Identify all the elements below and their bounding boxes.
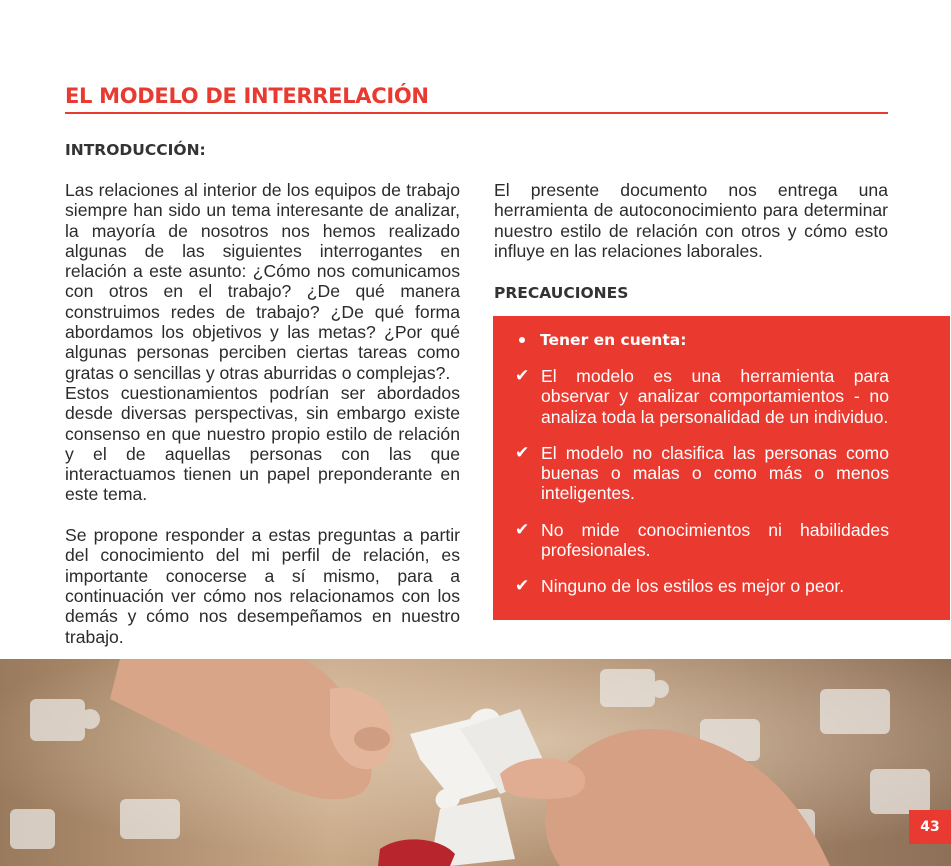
intro-paragraph-2: Estos cuestionamientos podrían ser abordados desde diversas perspectivas, sin embargo existe consenso en que nuestro propio estilo de relación y el de aquellas personas con las que interactuamos tienen un papel preponderante en este tema. <box>65 382 460 505</box>
precaution-text: El modelo es una herramienta para observar y analizar comportamientos - no analiza toda la personalidad de un individuo. <box>541 366 889 427</box>
checkmark-icon: ✔ <box>515 519 530 539</box>
bullet-dot-icon <box>519 337 525 343</box>
precaution-item <box>515 520 889 561</box>
precautions-bullet-label: Tener en cuenta: <box>540 331 687 349</box>
intro-paragraph-1: Las relaciones al interior de los equipos de trabajo siempre han sido un tema interesante de analizar, la mayoría de nosotros nos hemos realizado algunas de las siguientes interrogantes en relación a este asunto: ¿Cómo nos comunicamos con otros en el trabajo? ¿De qué manera construimos redes de trabajo? ¿De qué forma abordamos los objetivos y las metas? ¿Por qué algunas personas perciben ciertas tareas como gratas o sencillas y otras aburridas o complejas?. <box>65 180 460 383</box>
precaution-text: No mide conocimientos ni habilidades profesionales. <box>541 519 889 561</box>
precaution-text: El modelo no clasifica las personas como buenas o malas o como más o menos inteligentes. <box>541 442 889 504</box>
precaution-text: Ninguno de los estilos es mejor o peor. <box>541 576 845 597</box>
precautions-list <box>515 366 889 613</box>
title-underline <box>65 112 888 114</box>
precaution-item <box>515 366 889 427</box>
checkmark-icon: ✔ <box>515 366 530 385</box>
precautions-box <box>493 316 950 620</box>
right-paragraph: El presente documento nos entrega una herramienta de autoconocimiento para determinar nuestro estilo de relación con otros y cómo esto influye en las relaciones laborales. <box>494 180 888 261</box>
precaution-item <box>515 443 889 504</box>
page-number: 43 <box>909 810 951 844</box>
intro-heading: INTRODUCCIÓN: <box>65 141 206 159</box>
precaution-item <box>515 576 889 596</box>
right-column <box>494 180 888 261</box>
checkmark-icon: ✔ <box>515 576 530 596</box>
intro-paragraph-3: Se propone responder a estas preguntas a partir del conocimiento del mi perfil de relación, es importante conocerse a sí mismo, para a continuación ver cómo nos relacionamos con los demás y cómo nos desempeñamos en nuestro trabajo. <box>65 525 460 647</box>
checkmark-icon: ✔ <box>515 442 530 462</box>
left-column <box>65 180 460 647</box>
precautions-heading: PRECAUCIONES <box>494 284 629 302</box>
page-title: EL MODELO DE INTERRELACIÓN <box>65 84 429 108</box>
precautions-bullet <box>519 331 686 349</box>
puzzle-hands-photo <box>0 659 951 866</box>
